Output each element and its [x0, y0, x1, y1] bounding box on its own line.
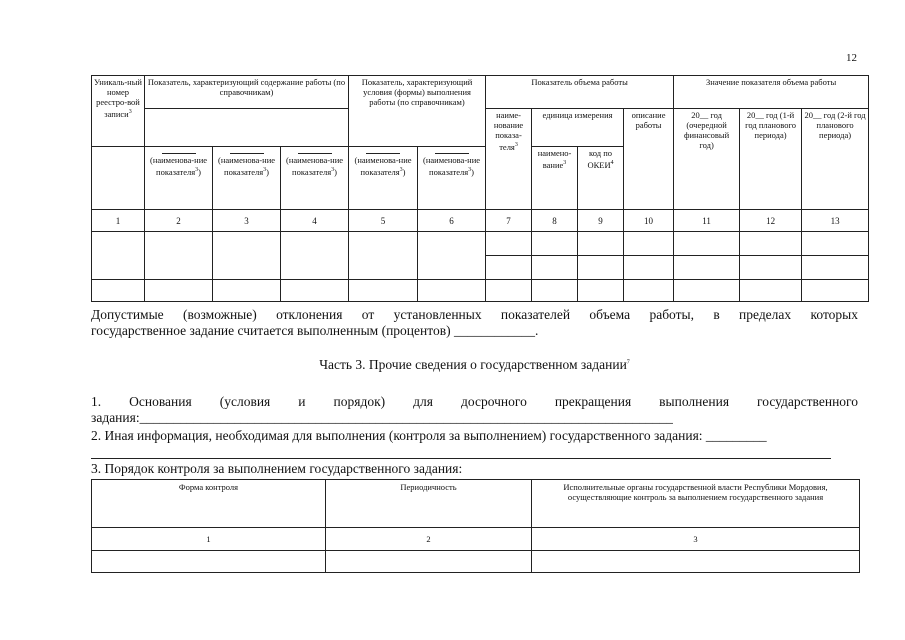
header-content-indicator: Показатель, характеризующий содержание работы (по справочникам): [145, 76, 349, 109]
item2-underline: [91, 458, 831, 459]
header-volume-value: Значение показателя объема работы: [674, 76, 869, 109]
subheader-indicator-name-4: (наименова-ние показателя$^3$): [349, 147, 418, 210]
column-number-row: [92, 210, 869, 232]
column-number: 2: [145, 210, 213, 232]
column-number: 8: [532, 210, 578, 232]
deviation-text-line-2: государственное задание считается выполненным (процентов) ____________.: [91, 323, 539, 338]
header-year-plan-1: 20__ год (1-й год планового периода): [740, 109, 802, 210]
subheader-indicator-name-1: (наименова-ние показателя$^3$): [145, 147, 213, 210]
header-unique-spacer: [92, 147, 145, 210]
column-number-row: [92, 528, 860, 551]
column-number: 3: [213, 210, 281, 232]
part3-heading: Часть 3. Прочие сведения о государственном задании$^7$: [319, 357, 630, 372]
deviation-text-line-1: Допустимые (возможные) отклонения от установленных показателей объема работы, в пределах которых: [91, 307, 858, 322]
column-number: 11: [674, 210, 740, 232]
column-number: 4: [281, 210, 349, 232]
subheader-indicator-name-3: (наименова-ние показателя$^3$): [281, 147, 349, 210]
item2-line-1: 2. Иная информация, необходимая для выполнения (контроля за выполнением) государственного задания: _________: [91, 428, 767, 443]
header-control-form: Форма контроля: [92, 480, 326, 528]
column-number: 12: [740, 210, 802, 232]
page-number: 12: [846, 52, 857, 64]
column-number: 7: [486, 210, 532, 232]
subheader-unit-okei: код по ОКЕИ$^4$: [578, 147, 624, 210]
header-work-description: описание работы: [624, 109, 674, 210]
subheader-unit-name: наимено-вание$^3$: [532, 147, 578, 210]
header-unit: единица измерения: [532, 109, 624, 147]
header-indicator-name: наиме-нование показа-теля$^3$: [486, 109, 532, 210]
header-condition-indicator: Показатель, характеризующий условия (формы) выполнения работы (по справочникам): [349, 76, 486, 147]
table-row: [92, 232, 869, 256]
item1-line-1: 1. Основания (условия и порядок) для досрочного прекращения выполнения государственного: [91, 394, 858, 409]
item3-text: 3. Порядок контроля за выполнением государственного задания:: [91, 461, 463, 476]
column-number: 2: [326, 528, 532, 551]
header-unique-number: Уникаль-ный номер реестро-вой записи$^3$: [92, 76, 145, 147]
item1-line-2: задания:_______________________________________________________________________________: [91, 410, 673, 425]
table-row: [92, 551, 860, 573]
header-control-bodies: Исполнительные органы государственной власти Республики Мордовия, осуществляющие контроль за выполнением государственного задания: [532, 480, 860, 528]
table-row: [92, 280, 869, 302]
column-number: 1: [92, 210, 145, 232]
header-periodicity: Периодичность: [326, 480, 532, 528]
header-volume-indicator: Показатель объема работы: [486, 76, 674, 109]
column-number: 9: [578, 210, 624, 232]
subheader-indicator-name-5: (наименова-ние показателя$^3$): [418, 147, 486, 210]
header-year-current: 20__ год (очередной финансовый год): [674, 109, 740, 210]
column-number: 10: [624, 210, 674, 232]
column-number: 5: [349, 210, 418, 232]
control-table: [91, 479, 860, 573]
subheader-indicator-name-2: (наименова-ние показателя$^3$): [213, 147, 281, 210]
work-volume-table: [91, 75, 869, 302]
column-number: 6: [418, 210, 486, 232]
column-number: 1: [92, 528, 326, 551]
header-year-plan-2: 20__ год (2-й год планового периода): [802, 109, 869, 210]
header-content-spacer: [145, 109, 349, 147]
column-number: 13: [802, 210, 869, 232]
column-number: 3: [532, 528, 860, 551]
